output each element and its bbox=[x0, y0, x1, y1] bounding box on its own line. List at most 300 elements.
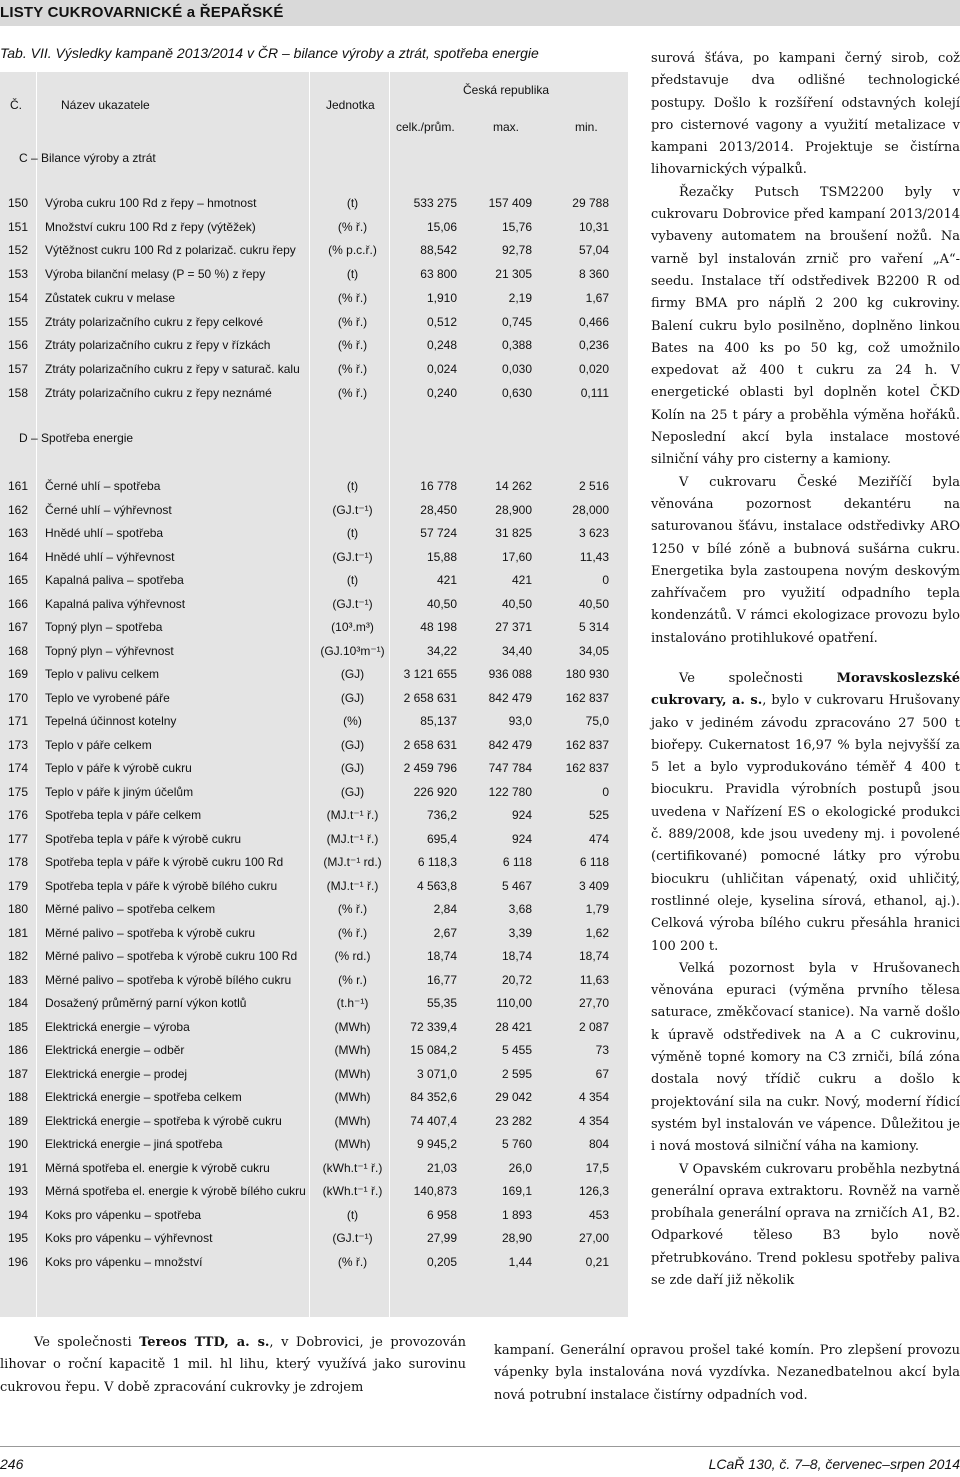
row-max: 3,68 bbox=[508, 902, 532, 916]
row-avg: 18,74 bbox=[426, 949, 457, 963]
table-row bbox=[0, 709, 628, 733]
row-max: 26,0 bbox=[508, 1160, 532, 1175]
row-name: Tepelná účinnost kotelny bbox=[45, 714, 177, 728]
paragraph bbox=[0, 1332, 466, 1399]
row-max: 842 479 bbox=[488, 737, 532, 752]
row-max: 1,44 bbox=[508, 1254, 532, 1269]
row-unit: (MJ.t⁻¹ ř.) bbox=[326, 808, 379, 822]
row-unit: (GJ.t⁻¹) bbox=[332, 549, 373, 564]
row-min: 75,0 bbox=[585, 714, 609, 728]
row-number: 196 bbox=[8, 1254, 29, 1269]
row-min: 162 837 bbox=[565, 761, 609, 775]
col-header-name: Název ukazatele bbox=[61, 98, 150, 112]
row-avg: 16,77 bbox=[426, 972, 457, 987]
row-min: 0,21 bbox=[585, 1254, 609, 1269]
row-avg: 695,4 bbox=[426, 831, 457, 846]
row-min: 6 118 bbox=[579, 855, 609, 869]
row-number: 184 bbox=[8, 996, 29, 1010]
table-row bbox=[0, 1250, 628, 1274]
row-max: 23 282 bbox=[495, 1113, 532, 1128]
row-min: 5 314 bbox=[578, 620, 609, 634]
row-avg: 9 945,2 bbox=[416, 1137, 457, 1151]
row-name: Hnědé uhlí – výhřevnost bbox=[45, 549, 175, 564]
row-name: Spotřeba tepla v páře k výrobě bílého cukru bbox=[45, 878, 278, 893]
row-avg: 84 352,6 bbox=[410, 1090, 457, 1104]
row-unit: (GJ) bbox=[340, 690, 365, 705]
row-avg: 88,542 bbox=[420, 243, 457, 258]
row-number: 165 bbox=[8, 573, 29, 587]
row-unit: (% ř.) bbox=[337, 385, 368, 400]
row-unit: (GJ) bbox=[340, 784, 365, 799]
row-unit: (t) bbox=[346, 479, 359, 493]
row-unit: (% ř.) bbox=[337, 925, 368, 940]
row-min: 162 837 bbox=[565, 690, 609, 705]
row-max: 31 825 bbox=[495, 526, 532, 540]
row-number: 175 bbox=[8, 784, 29, 799]
row-name: Měrné palivo – spotřeba k výrobě bílého cukru bbox=[45, 972, 292, 987]
row-name: Teplo ve vyrobené páře bbox=[45, 690, 170, 705]
row-name: Teplo v palivu celkem bbox=[45, 667, 160, 681]
row-avg: 140,873 bbox=[413, 1184, 457, 1198]
row-name: Hnědé uhlí – spotřeba bbox=[45, 526, 164, 540]
row-name: Výroba cukru 100 Rd z řepy – hmotnost bbox=[45, 196, 257, 210]
row-min: 8 360 bbox=[578, 267, 609, 282]
row-max: 924 bbox=[511, 831, 532, 846]
row-unit: (% ř.) bbox=[337, 338, 368, 353]
row-name: Měrná spotřeba el. energie k výrobě cukru bbox=[45, 1160, 270, 1175]
row-max: 21 305 bbox=[495, 267, 532, 282]
row-name: Černé uhlí – spotřeba bbox=[45, 479, 161, 493]
journal-issue: LCaŘ 130, č. 7–8, červenec–srpen 2014 bbox=[708, 1456, 960, 1472]
row-avg: 15,88 bbox=[426, 549, 457, 564]
row-min: 28,000 bbox=[572, 502, 609, 517]
row-number: 183 bbox=[8, 972, 29, 987]
footer-divider bbox=[0, 1446, 960, 1447]
row-min: 474 bbox=[588, 831, 609, 846]
row-min: 67 bbox=[595, 1066, 609, 1081]
paragraph: Řezačky Putsch TSM2200 byly v cukrovaru Dobrovice před kampaní 2013/2014 vybaveny automatem na broušení nožů. Na varně byl instalován zrnič pro vaření „A“- seedu. Instalace tří odstředivek B2200 R od firmy BMA pro náplň 2 200 kg cukroviny. Balení cukru bylo posilněno, doplněno linkou Bates na 400 ks po 50 kg, což umožnilo expedovat až 400 t cukru za 24 h. V energetické oblasti byl doplněn kotel ČKD Kolín na 25 t páry a proběhla výměna hořáků. Neposlední akcí byla instalace mostové silniční váhy pro cisterny a kamiony. bbox=[651, 184, 960, 468]
table-row bbox=[0, 262, 628, 286]
row-number: 157 bbox=[8, 361, 29, 376]
row-max: 110,00 bbox=[496, 996, 532, 1010]
row-number: 189 bbox=[8, 1113, 29, 1128]
row-max: 28,90 bbox=[501, 1231, 532, 1245]
row-name: Topný plyn – spotřeba bbox=[45, 620, 163, 634]
row-number: 174 bbox=[8, 761, 29, 775]
bottom-right-text bbox=[494, 1340, 960, 1407]
row-name: Koks pro vápenku – spotřeba bbox=[45, 1207, 202, 1222]
row-max: 0,630 bbox=[501, 385, 532, 400]
row-min: 57,04 bbox=[578, 243, 609, 258]
row-name: Elektrická energie – výroba bbox=[45, 1019, 190, 1034]
row-max: 5 760 bbox=[501, 1137, 532, 1151]
row-number: 163 bbox=[8, 526, 29, 540]
row-avg: 2,84 bbox=[433, 902, 457, 916]
table-row bbox=[0, 1203, 628, 1227]
row-avg: 421 bbox=[436, 573, 457, 587]
paragraph: surová šťáva, po kampani černý sirob, což představuje dva odlišné technologické postupy. Došlo k rozšíření odstavných kolejí pro cisternové vagony a využití metalizace v kampani 2013/2014. Projektuje se čistírna lihovarnických výpalků. bbox=[651, 51, 960, 178]
table-row bbox=[0, 850, 628, 874]
row-name: Elektrická energie – odběr bbox=[45, 1043, 185, 1057]
row-min: 453 bbox=[588, 1207, 609, 1222]
row-number: 161 bbox=[8, 479, 29, 493]
table-row bbox=[0, 592, 628, 616]
paragraph: V cukrovaru České Meziříčí byla věnována pozornost dekantéru na saturovanou šťávu, instalace odstředivky ARO 1250 v bílé zóně a bubnová sušárna cukru. Energetika byla zastoupena novým deskovým zahřívačem pro využití odpadního tepla kondenzátů. V rámci ekologizace provozu bylo instalováno protihlukové opatření. bbox=[651, 474, 960, 646]
row-unit: (MJ.t⁻¹ ř.) bbox=[326, 831, 379, 846]
row-unit: (% ř.) bbox=[337, 314, 368, 329]
row-number: 173 bbox=[8, 737, 29, 752]
table-row bbox=[0, 944, 628, 968]
row-name: Koks pro vápenku – množství bbox=[45, 1254, 203, 1269]
table-row bbox=[0, 756, 628, 780]
row-min: 525 bbox=[588, 808, 609, 822]
row-avg: 2,67 bbox=[433, 925, 457, 940]
row-max: 14 262 bbox=[495, 479, 532, 493]
col-header-max: max. bbox=[493, 120, 520, 134]
row-avg: 34,22 bbox=[426, 643, 457, 658]
row-number: 179 bbox=[8, 878, 29, 893]
row-name: Teplo v páře celkem bbox=[45, 737, 152, 752]
row-avg: 72 339,4 bbox=[410, 1019, 457, 1034]
col-header-avg: celk./prům. bbox=[396, 120, 455, 134]
row-number: 181 bbox=[8, 925, 29, 940]
row-min: 1,62 bbox=[585, 925, 609, 940]
page-number: 246 bbox=[0, 1456, 24, 1472]
table-row bbox=[0, 381, 628, 405]
row-unit: (GJ) bbox=[340, 737, 365, 752]
row-number: 171 bbox=[8, 714, 29, 728]
row-name: Výroba bilanční melasy (P = 50 %) z řepy bbox=[45, 267, 266, 282]
row-min: 0,111 bbox=[580, 385, 609, 400]
row-avg: 28,450 bbox=[420, 502, 457, 517]
table-row bbox=[0, 310, 628, 334]
table-row bbox=[0, 733, 628, 757]
row-min: 180 930 bbox=[565, 667, 609, 681]
row-avg: 0,248 bbox=[426, 338, 457, 353]
row-unit: (GJ.t⁻¹) bbox=[332, 596, 373, 611]
row-unit: (MWh) bbox=[334, 1066, 371, 1081]
row-min: 3 623 bbox=[578, 526, 609, 540]
col-header-unit: Jednotka bbox=[326, 98, 375, 112]
row-avg: 2 658 631 bbox=[403, 737, 457, 752]
row-max: 20,72 bbox=[501, 972, 532, 987]
row-name: Zůstatek cukru v melase bbox=[45, 290, 176, 305]
row-number: 154 bbox=[8, 290, 29, 305]
row-number: 185 bbox=[8, 1019, 29, 1034]
row-unit: (MWh) bbox=[334, 1113, 371, 1128]
row-min: 126,3 bbox=[578, 1184, 609, 1198]
row-max: 0,030 bbox=[501, 361, 532, 376]
row-name: Měrné palivo – spotřeba k výrobě cukru 100 Rd bbox=[45, 949, 298, 963]
row-min: 1,79 bbox=[585, 902, 609, 916]
row-max: 6 118 bbox=[502, 855, 532, 869]
row-number: 193 bbox=[8, 1184, 29, 1198]
row-unit: (GJ) bbox=[340, 761, 365, 775]
row-min: 17,5 bbox=[585, 1160, 609, 1175]
row-max: 0,745 bbox=[501, 314, 532, 329]
row-number: 186 bbox=[8, 1043, 29, 1057]
table-row bbox=[0, 333, 628, 357]
table-row bbox=[0, 968, 628, 992]
row-number: 182 bbox=[8, 949, 29, 963]
row-avg: 0,512 bbox=[426, 314, 457, 329]
row-unit: (MJ.t⁻¹ ř.) bbox=[326, 878, 379, 893]
right-column-top bbox=[651, 48, 960, 650]
row-min: 1,67 bbox=[585, 290, 609, 305]
row-name: Teplo v páře k výrobě cukru bbox=[45, 761, 192, 775]
row-avg: 21,03 bbox=[426, 1160, 457, 1175]
table-row bbox=[0, 615, 628, 639]
row-max: 2,19 bbox=[508, 290, 532, 305]
table-row bbox=[0, 568, 628, 592]
table-row bbox=[0, 874, 628, 898]
row-number: 162 bbox=[8, 502, 29, 517]
row-name: Dosažený průměrný parní výkon kotlů bbox=[45, 996, 247, 1010]
table-row bbox=[0, 357, 628, 381]
row-unit: (kWh.t⁻¹ ř.) bbox=[322, 1184, 383, 1198]
row-max: 5 467 bbox=[501, 878, 532, 893]
row-max: 15,76 bbox=[501, 219, 532, 234]
row-avg: 15 084,2 bbox=[410, 1043, 457, 1057]
row-number: 151 bbox=[8, 219, 29, 234]
table-row bbox=[0, 639, 628, 663]
row-unit: (% p.c.ř.) bbox=[328, 243, 377, 258]
row-max: 5 455 bbox=[501, 1043, 532, 1057]
row-avg: 226 920 bbox=[413, 784, 457, 799]
row-min: 18,74 bbox=[578, 949, 609, 963]
row-name: Spotřeba tepla v páře celkem bbox=[45, 808, 202, 822]
bottom-left-text bbox=[0, 1332, 466, 1399]
table-row bbox=[0, 238, 628, 262]
row-avg: 85,137 bbox=[420, 714, 457, 728]
table-row bbox=[0, 1109, 628, 1133]
company-name: Tereos TTD, a. s. bbox=[139, 1335, 270, 1350]
row-min: 2 087 bbox=[578, 1019, 609, 1034]
results-table bbox=[0, 72, 628, 1317]
section-d-title: D – Spotřeba energie bbox=[19, 431, 134, 445]
row-max: 93,0 bbox=[508, 714, 532, 728]
row-number: 166 bbox=[8, 596, 29, 611]
row-max: 40,50 bbox=[501, 596, 532, 611]
table-row bbox=[0, 545, 628, 569]
row-name: Elektrická energie – prodej bbox=[45, 1066, 188, 1081]
row-unit: (MWh) bbox=[334, 1137, 371, 1151]
section-c-title: C – Bilance výroby a ztrát bbox=[19, 151, 156, 165]
row-number: 152 bbox=[8, 243, 29, 258]
row-name: Ztráty polarizačního cukru z řepy neznámé bbox=[45, 385, 272, 400]
table-row bbox=[0, 1226, 628, 1250]
row-avg: 0,024 bbox=[426, 361, 457, 376]
row-name: Elektrická energie – spotřeba celkem bbox=[45, 1090, 242, 1104]
row-number: 195 bbox=[8, 1231, 29, 1245]
table-row bbox=[0, 1015, 628, 1039]
row-min: 4 354 bbox=[578, 1090, 609, 1104]
row-max: 3,39 bbox=[508, 925, 532, 940]
row-max: 924 bbox=[511, 808, 532, 822]
right-column-bottom bbox=[651, 668, 960, 1292]
row-unit: (% rd.) bbox=[334, 949, 371, 963]
table-row bbox=[0, 498, 628, 522]
row-name: Kapalná paliva – spotřeba bbox=[45, 573, 184, 587]
row-unit: (MJ.t⁻¹ rd.) bbox=[323, 855, 382, 869]
row-max: 936 088 bbox=[488, 667, 532, 681]
row-name: Topný plyn – výhřevnost bbox=[45, 643, 174, 658]
paragraph: Velká pozornost byla v Hrušovanech věnována epuraci (výměna prvního tělesa saturace, změkčovací stanice). Na varně došlo k úpravě odstředivek na A a C cukrovinu, výměně topné komory na C3 zrniči, bílá zóna dostala nový třídič cukru a došlo k projektování sila na cukr. Nový, moderní řídicí systém byl instalován ve vápence. Důležitou je i nová mostová silniční váha na kamiony. bbox=[651, 960, 960, 1155]
col-header-group: Česká republika bbox=[463, 83, 550, 97]
row-unit: (% ř.) bbox=[337, 219, 368, 234]
row-unit: (GJ.10³m⁻¹) bbox=[320, 643, 385, 658]
row-avg: 736,2 bbox=[426, 808, 457, 822]
row-avg: 27,99 bbox=[426, 1231, 457, 1245]
row-unit: (%) bbox=[343, 714, 362, 728]
row-unit: (% ř.) bbox=[337, 361, 368, 376]
table-row bbox=[0, 286, 628, 310]
row-name: Černé uhlí – výhřevnost bbox=[45, 502, 172, 517]
row-max: 157 409 bbox=[488, 196, 532, 210]
page-footer bbox=[0, 1452, 960, 1477]
row-min: 0,020 bbox=[578, 361, 609, 376]
row-avg: 57 724 bbox=[420, 526, 457, 540]
row-unit: (GJ.t⁻¹) bbox=[332, 1231, 373, 1245]
row-min: 10,31 bbox=[578, 219, 609, 234]
row-min: 73 bbox=[595, 1043, 609, 1057]
page-header bbox=[0, 0, 960, 26]
row-max: 2 595 bbox=[501, 1066, 532, 1081]
table-row bbox=[0, 662, 628, 686]
row-unit: (kWh.t⁻¹ ř.) bbox=[322, 1160, 383, 1175]
paragraph bbox=[651, 668, 960, 958]
row-avg: 533 275 bbox=[413, 196, 457, 210]
row-avg: 63 800 bbox=[420, 267, 457, 282]
row-number: 194 bbox=[8, 1207, 29, 1222]
row-name: Kapalná paliva výhřevnost bbox=[45, 596, 186, 611]
row-number: 169 bbox=[8, 667, 29, 681]
col-header-min: min. bbox=[575, 120, 598, 134]
table-caption: Tab. VII. Výsledky kampaně 2013/2014 v ČR – bilance výroby a ztrát, spotřeba energie bbox=[0, 45, 539, 61]
table-row bbox=[0, 1085, 628, 1109]
row-number: 150 bbox=[8, 196, 29, 210]
table-row bbox=[0, 921, 628, 945]
paragraph-rest: , bylo v cukrovaru Hrušovany jako v jediném závodu zpracováno 27 500 t biořepy. Cukernatost 16,97 % byla nejvyšší za 5 let a bylo vyprodukováno téměř 4 400 t biocukru. Pravidla výrobních postupů jsou uvedena v Nařízení ES o ekologické produkci č. 889/2008, kde jsou uvedeny mj. i povolené (certifikované) pomocné látky pro výrobu biocukru (uhličitan vápenatý, oxid uhličitý, rostlinné oleje, kyselina sírová, ethanol, aj.). Celková výroba bílého cukru přesáhla hranici 100 200 t. bbox=[651, 693, 960, 954]
row-min: 27,70 bbox=[578, 996, 609, 1010]
row-unit: (% ř.) bbox=[337, 1254, 368, 1269]
row-max: 17,60 bbox=[501, 549, 532, 564]
row-number: 176 bbox=[8, 808, 29, 822]
row-min: 162 837 bbox=[565, 737, 609, 752]
row-avg: 2 658 631 bbox=[403, 690, 457, 705]
row-max: 421 bbox=[511, 573, 532, 587]
paragraph-lead: Ve společnosti bbox=[679, 671, 837, 686]
row-name: Množství cukru 100 Rd z řepy (výtěžek) bbox=[45, 219, 256, 234]
table-row bbox=[0, 780, 628, 804]
row-min: 0,466 bbox=[578, 314, 609, 329]
table-row bbox=[0, 474, 628, 498]
company-name: Moravskoslezské cukrovary, a. s. bbox=[651, 671, 960, 709]
table-row bbox=[0, 991, 628, 1015]
row-avg: 55,35 bbox=[426, 996, 457, 1010]
row-unit: (t.h⁻¹) bbox=[336, 996, 369, 1010]
row-name: Spotřeba tepla v páře k výrobě cukru 100 Rd bbox=[45, 855, 284, 869]
journal-title: LISTY CUKROVARNICKÉ a ŘEPAŘSKÉ bbox=[0, 4, 284, 21]
row-max: 29 042 bbox=[495, 1090, 532, 1104]
row-number: 168 bbox=[8, 643, 29, 658]
row-min: 27,00 bbox=[578, 1231, 609, 1245]
row-avg: 4 563,8 bbox=[416, 878, 457, 893]
table-row bbox=[0, 215, 628, 239]
row-min: 0,236 bbox=[578, 338, 609, 353]
row-number: 187 bbox=[8, 1066, 29, 1081]
row-name: Spotřeba tepla v páře k výrobě cukru bbox=[45, 831, 242, 846]
paragraph-lead: Ve společnosti bbox=[34, 1335, 140, 1350]
row-min: 804 bbox=[588, 1137, 609, 1151]
row-number: 188 bbox=[8, 1090, 29, 1104]
row-name: Ztráty polarizačního cukru z řepy celkové bbox=[45, 314, 264, 329]
row-min: 0 bbox=[602, 784, 609, 799]
table-row bbox=[0, 1132, 628, 1156]
row-min: 0 bbox=[602, 573, 609, 587]
row-name: Teplo v páře k jiným účelům bbox=[45, 784, 194, 799]
row-unit: (t) bbox=[346, 267, 359, 282]
row-name: Elektrická energie – spotřeba k výrobě cukru bbox=[45, 1113, 282, 1128]
row-name: Měrná spotřeba el. energie k výrobě bílého cukru bbox=[45, 1184, 306, 1198]
row-name: Měrné palivo – spotřeba k výrobě cukru bbox=[45, 925, 256, 940]
row-min: 34,05 bbox=[578, 643, 609, 658]
row-name: Ztráty polarizačního cukru z řepy v řízkách bbox=[45, 338, 271, 353]
row-avg: 1,910 bbox=[426, 290, 457, 305]
row-avg: 3 121 655 bbox=[403, 667, 457, 681]
row-number: 177 bbox=[8, 831, 29, 846]
row-avg: 6 958 bbox=[426, 1207, 457, 1222]
row-unit: (MWh) bbox=[334, 1043, 371, 1057]
row-number: 156 bbox=[8, 338, 29, 353]
row-max: 18,74 bbox=[501, 949, 532, 963]
row-min: 2 516 bbox=[578, 479, 609, 493]
row-avg: 16 778 bbox=[420, 479, 457, 493]
table-row bbox=[0, 1038, 628, 1062]
row-avg: 2 459 796 bbox=[403, 761, 457, 775]
row-max: 28 421 bbox=[495, 1019, 532, 1034]
row-number: 178 bbox=[8, 855, 29, 869]
row-max: 747 784 bbox=[488, 761, 532, 775]
row-max: 34,40 bbox=[501, 643, 532, 658]
row-min: 11,43 bbox=[579, 549, 609, 564]
table-row bbox=[0, 191, 628, 215]
row-unit: (MWh) bbox=[334, 1090, 371, 1104]
row-avg: 0,240 bbox=[426, 385, 457, 400]
row-avg: 3 071,0 bbox=[416, 1066, 457, 1081]
row-avg: 48 198 bbox=[420, 620, 457, 634]
paragraph: kampaní. Generální opravou prošel také komín. Pro zlepšení provozu vápenky byla instalována nová vyzdívka. Nezanedbatelnou akcí byla nová potrubní instalace čistírny odpadních vod. bbox=[494, 1343, 960, 1403]
row-unit: (% r.) bbox=[338, 972, 367, 987]
row-name: Elektrická energie – jiná spotřeba bbox=[45, 1137, 223, 1151]
row-min: 40,50 bbox=[578, 596, 609, 611]
row-number: 167 bbox=[8, 620, 29, 634]
row-number: 190 bbox=[8, 1137, 29, 1151]
row-number: 153 bbox=[8, 267, 29, 282]
row-number: 191 bbox=[8, 1160, 29, 1175]
row-unit: (t) bbox=[346, 526, 359, 540]
table-row bbox=[0, 897, 628, 921]
row-unit: (t) bbox=[346, 573, 359, 587]
table-row bbox=[0, 1179, 628, 1203]
table-row bbox=[0, 827, 628, 851]
row-max: 1 893 bbox=[501, 1207, 532, 1222]
row-unit: (t) bbox=[346, 196, 359, 210]
table-row bbox=[0, 803, 628, 827]
row-min: 3 409 bbox=[578, 878, 609, 893]
row-unit: (% ř.) bbox=[337, 902, 368, 916]
row-unit: (% ř.) bbox=[337, 290, 368, 305]
